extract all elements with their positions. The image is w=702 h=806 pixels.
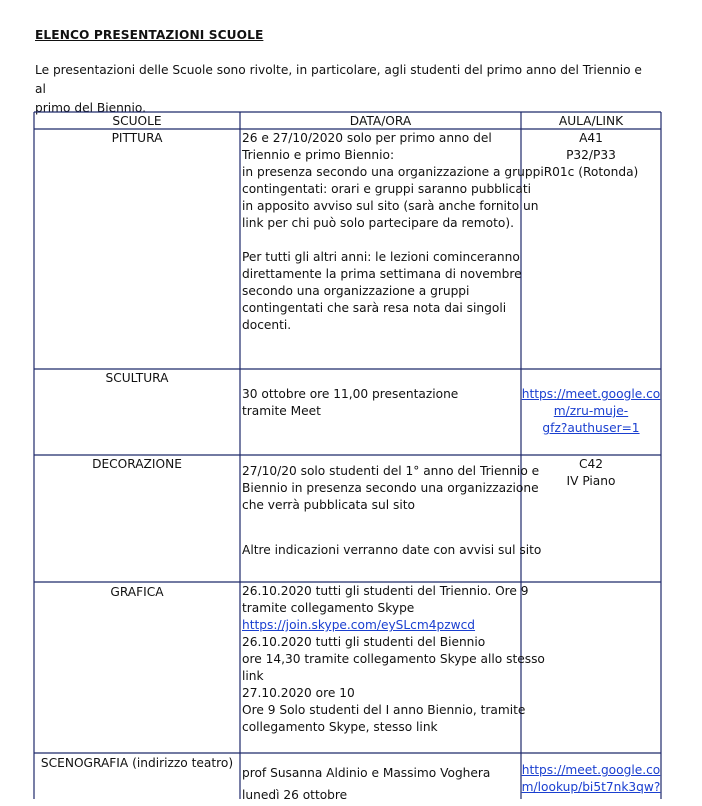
text-line: 30 ottobre ore 11,00 presentazione [242,387,459,401]
school-grafica: GRAFICA [110,585,164,599]
school-scultura: SCULTURA [105,371,169,385]
text-line: Ore 9 Solo studenti del I anno Biennio, tramite [242,703,526,717]
text-line: 26.10.2020 tutti gli studenti del Triennio. Ore 9 [242,584,529,598]
text-line: Per tutti gli altri anni: le lezioni cominceranno [242,250,520,264]
text-line: secondo una organizzazione a gruppi [242,284,470,298]
text-line: 26 e 27/10/2020 solo per primo anno del [242,131,492,145]
intro-paragraph [35,61,655,118]
text-line: in apposito avviso sul sito (sarà anche fornito un [242,199,539,213]
skype-link[interactable]: https://join.skype.com/eySLcm4pzwcd [242,618,476,632]
intro-line: primo del Biennio. [35,101,147,115]
text-line: 27/10/20 solo studenti del 1° anno del Triennio e [242,464,540,478]
text-line: docenti. [242,318,292,332]
text-line: ore 14,30 tramite collegamento Skype allo stesso [242,652,545,666]
school-decorazione: DECORAZIONE [92,457,182,471]
text-line: prof Susanna Aldinio e Massimo Voghera [242,766,491,780]
date-grafica [242,583,545,736]
text-line: link per chi può solo partecipare da remoto). [242,216,514,230]
aula-scenografia-meet-link[interactable] [521,762,661,796]
aula-scultura-meet-link[interactable] [521,386,661,437]
text-line: P32/P33 [566,148,616,162]
text-line: collegamento Skype, stesso link [242,720,438,734]
school-pittura: PITTURA [111,131,163,145]
document-title: ELENCO PRESENTAZIONI SCUOLE [35,28,264,42]
link-line[interactable]: m/zru-muje- [553,404,629,418]
text-line: direttamente la prima settimana di novembre [242,267,522,281]
text-line: IV Piano [566,474,616,488]
date-decorazione [242,463,541,559]
intro-line: Le presentazioni delle Scuole sono rivolte, in particolare, agli studenti del primo anno del Triennio e al [35,63,642,96]
text-line: C42 [578,457,604,471]
aula-decorazione [521,456,661,490]
date-scenografia [242,762,490,806]
text-line [242,232,544,249]
link-line[interactable]: m/lookup/bi5t7nk3qw? [521,780,661,794]
text-line: 26.10.2020 tutti gli studenti del Biennio [242,635,486,649]
text-line [242,514,541,531]
text-line: 27.10.2020 ore 10 [242,686,355,700]
link-line[interactable]: https://meet.google.co [521,387,661,401]
text-line: lunedì 26 ottobre [242,788,348,802]
header-scuole: SCUOLE [112,114,162,128]
header-data-ora: DATA/ORA [349,114,412,128]
text-line: A41 [579,131,603,145]
text-line: tramite Meet [242,404,321,418]
text-line: Biennio in presenza secondo una organizzazione [242,481,539,495]
text-line: che verrà pubblicata sul sito [242,498,415,512]
text-line: link [242,669,264,683]
school-scenografia: SCENOGRAFIA (indirizzo teatro) [40,756,234,770]
link-line[interactable]: https://meet.google.co [521,763,661,777]
aula-pittura [521,130,661,181]
text-line: in presenza secondo una organizzazione a gruppi [242,165,544,179]
header-aula-link: AULA/LINK [558,114,624,128]
text-line: contingentati che sarà resa nota dai singoli [242,301,507,315]
text-line: contingentati: orari e gruppi saranno pubblicati [242,182,532,196]
date-scultura [242,386,458,420]
text-line: tramite collegamento Skype [242,601,415,615]
link-line[interactable]: gfz?authuser=1 [542,421,640,435]
date-pittura [242,130,544,334]
text-line: R01c (Rotonda) [543,165,639,179]
text-line: Triennio e primo Biennio: [242,148,395,162]
text-line [242,531,541,542]
text-line: Altre indicazioni verranno date con avvisi sul sito [242,543,542,557]
